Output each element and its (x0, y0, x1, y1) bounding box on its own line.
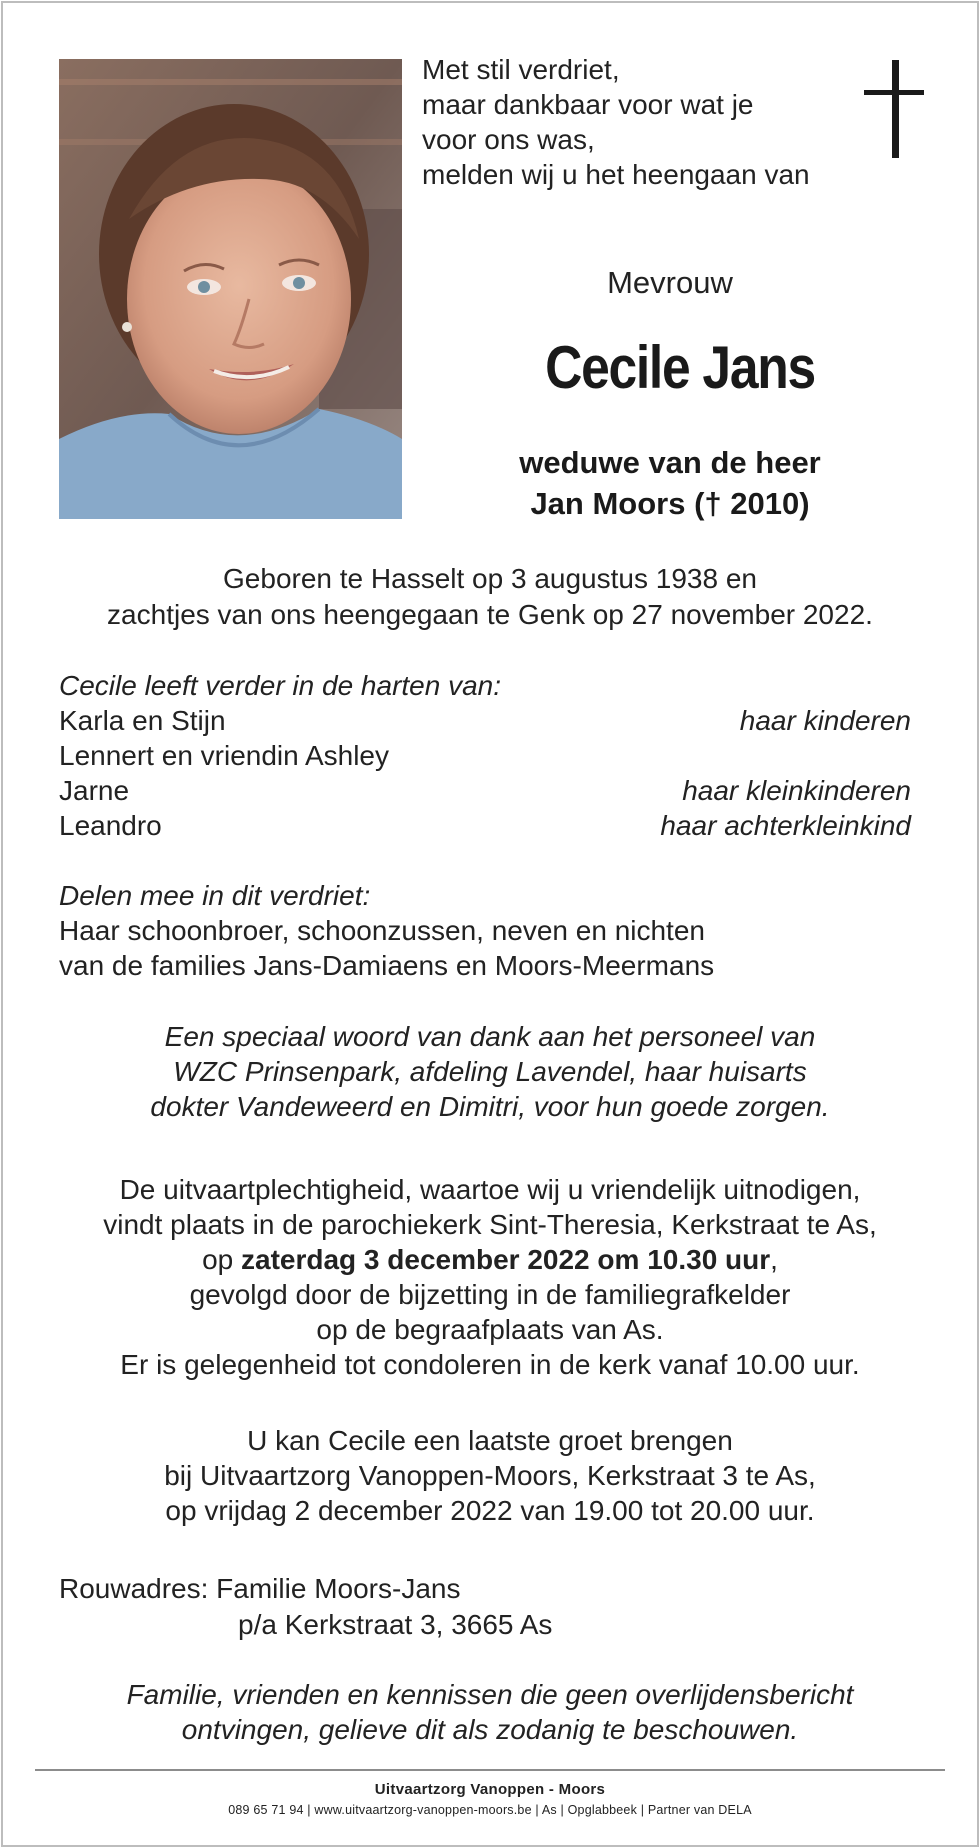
family-row (59, 703, 911, 738)
thanks-line: WZC Prinsenpark, afdeling Lavendel, haar huisarts (173, 1056, 807, 1087)
family-row (59, 773, 911, 808)
family-relation: haar achterkleinkind (660, 810, 911, 841)
intro-text (422, 52, 810, 192)
cross-icon (864, 60, 924, 160)
notice-line: Familie, vrienden en kennissen die geen overlijdensbericht (126, 1679, 854, 1710)
thanks-text (0, 1019, 980, 1124)
born-line: Geboren te Hasselt op 3 augustus 1938 en (223, 563, 757, 594)
thanks-line: Een speciaal woord van dank aan het personeel van (164, 1021, 816, 1052)
ceremony-text (0, 1172, 980, 1382)
widow-line: Jan Moors († 2010) (530, 486, 810, 521)
greeting-text (0, 1423, 980, 1528)
ceremony-date-line (0, 1242, 980, 1277)
mourning-address: Rouwadres: Familie Moors-Jans (59, 1573, 461, 1604)
family-row (59, 808, 911, 843)
ceremony-post: , (770, 1244, 778, 1275)
thanks-line: dokter Vandeweerd en Dimitri, voor hun goede zorgen. (150, 1091, 830, 1122)
mourning-address-street: p/a Kerkstraat 3, 3665 As (238, 1609, 553, 1640)
ceremony-pre: op (202, 1244, 241, 1275)
widow-text (460, 442, 880, 524)
family-name: Jarne (59, 775, 130, 806)
greeting-line: op vrijdag 2 december 2022 van 19.00 tot 20.00 uur. (165, 1495, 815, 1526)
share-line: van de families Jans-Damiaens en Moors-Meermans (59, 950, 715, 981)
ceremony-line: Er is gelegenheid tot condoleren in de kerk vanaf 10.00 uur. (120, 1349, 860, 1380)
ceremony-date: zaterdag 3 december 2022 om 10.30 uur (241, 1244, 771, 1275)
family-relation: haar kleinkinderen (682, 775, 911, 806)
intro-line: melden wij u het heengaan van (422, 159, 810, 190)
notice-line: ontvingen, gelieve dit als zodanig te beschouwen. (181, 1714, 799, 1745)
portrait-photo (59, 59, 402, 519)
family-heading: Cecile leeft verder in de harten van: (59, 670, 502, 701)
widow-line: weduwe van de heer (519, 445, 821, 480)
ceremony-line: vindt plaats in de parochiekerk Sint-Theresia, Kerkstraat te As, (103, 1209, 877, 1240)
born-line: zachtjes van ons heengegaan te Genk op 27 november 2022. (107, 599, 873, 630)
birth-death-text (0, 561, 980, 633)
share-line: Haar schoonbroer, schoonzussen, neven en nichten (59, 915, 705, 946)
footer-divider (35, 1769, 945, 1771)
intro-line: voor ons was, (422, 124, 595, 155)
deceased-name: Cecile Jans (545, 334, 815, 401)
intro-line: Met stil verdriet, (422, 54, 620, 85)
ceremony-line: De uitvaartplechtigheid, waartoe wij u vriendelijk uitnodigen, (119, 1174, 861, 1205)
family-name: Karla en Stijn (59, 705, 226, 736)
greeting-line: U kan Cecile een laatste groet brengen (247, 1425, 733, 1456)
footer-company: Uitvaartzorg Vanoppen - Moors (374, 1781, 606, 1798)
family-relation: haar kinderen (739, 705, 911, 736)
greeting-line: bij Uitvaartzorg Vanoppen-Moors, Kerkstraat 3 te As, (164, 1460, 816, 1491)
family-name: Leandro (59, 810, 162, 841)
notice-text (0, 1677, 980, 1747)
intro-line: maar dankbaar voor wat je (422, 89, 754, 120)
family-name: Lennert en vriendin Ashley (59, 740, 389, 771)
family-row (59, 738, 911, 773)
share-heading: Delen mee in dit verdriet: (59, 880, 371, 911)
footer-contact: 089 65 71 94 | www.uitvaartzorg-vanoppen-moors.be | As | Opglabbeek | Partner van DELA (228, 1803, 752, 1817)
ceremony-line: gevolgd door de bijzetting in de familiegrafkelder (189, 1279, 791, 1310)
ceremony-line: op de begraafplaats van As. (316, 1314, 664, 1345)
title-mevrouw: Mevrouw (607, 265, 733, 300)
